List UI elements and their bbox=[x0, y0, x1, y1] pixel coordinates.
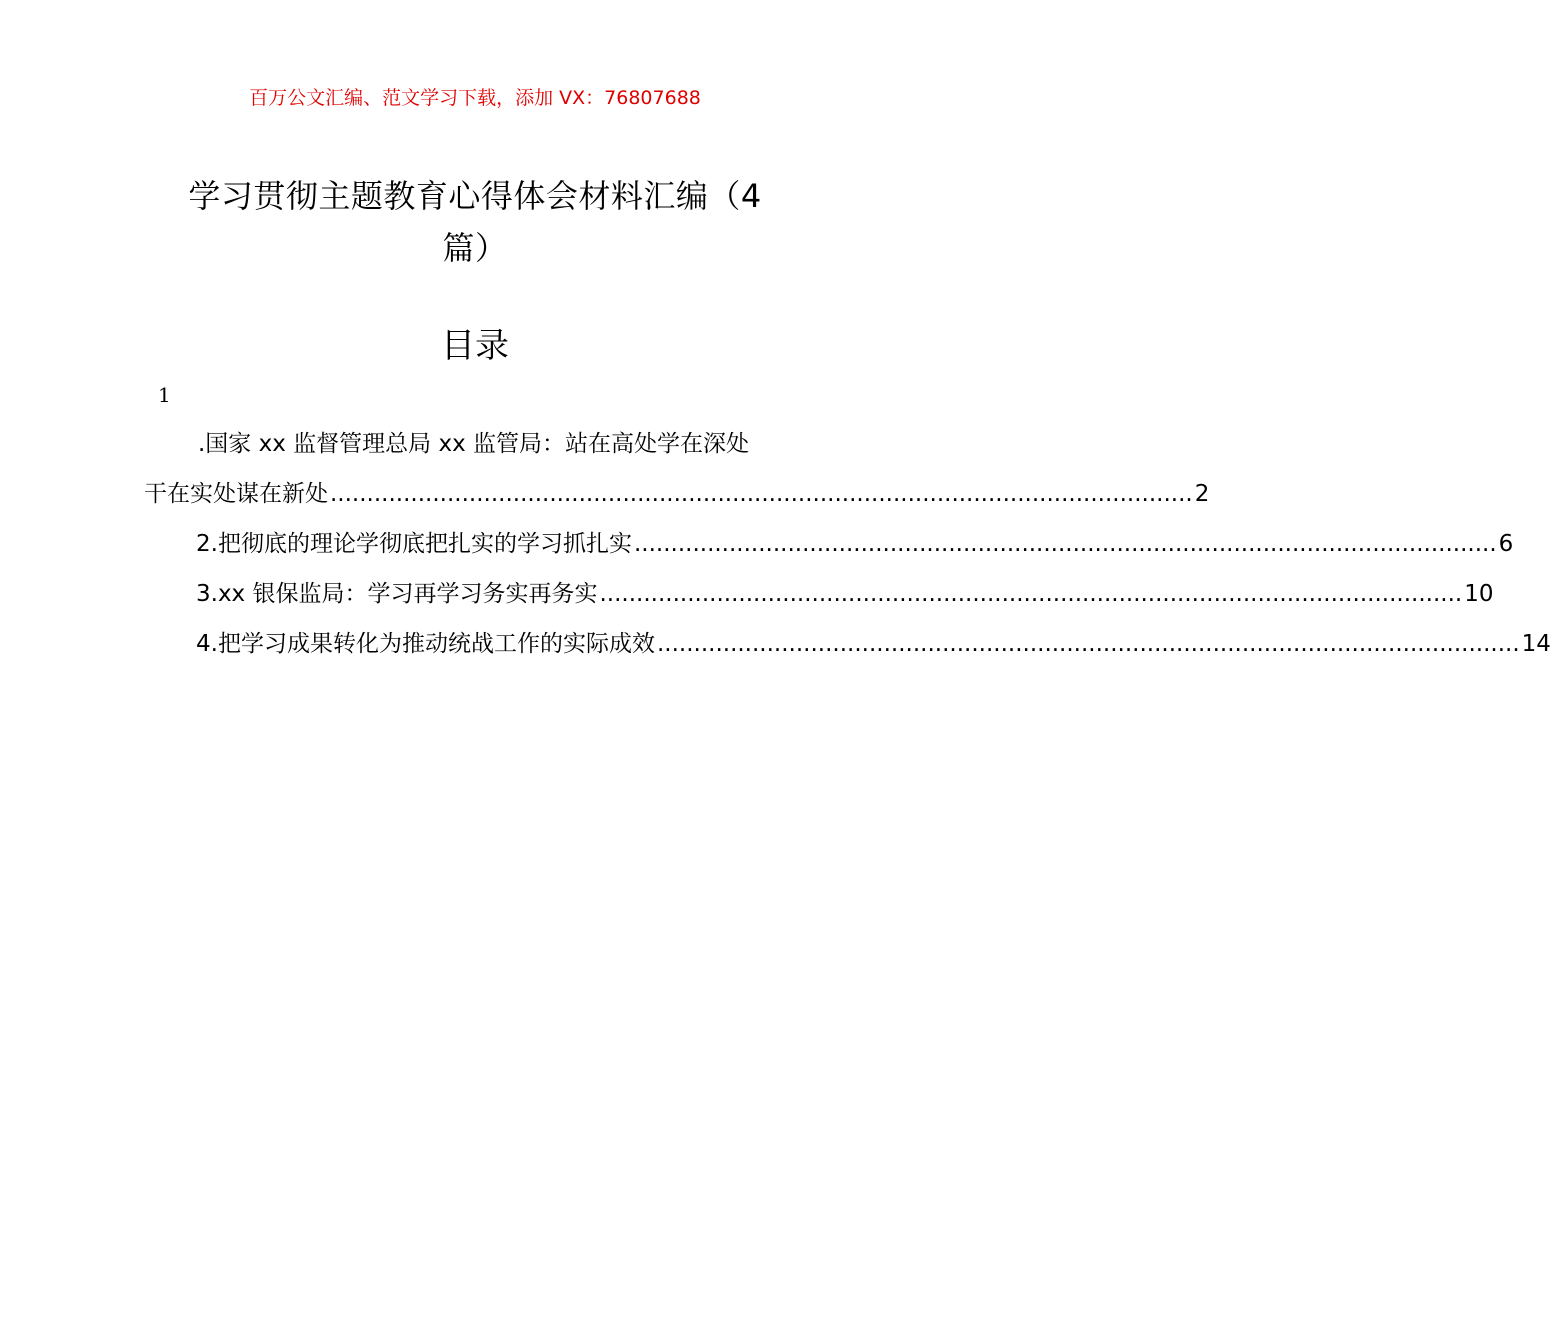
toc-entry-3-page: 10 bbox=[1464, 581, 1494, 607]
toc-entry-4-page: 14 bbox=[1521, 631, 1551, 657]
document-title-line-2: 篇） bbox=[442, 229, 508, 267]
toc-entry-1-line-1 bbox=[144, 426, 806, 462]
toc-leader-dots: ...................................................................................................................... bbox=[599, 581, 1463, 607]
toc-entry-1-line-2[interactable] bbox=[144, 476, 1210, 512]
toc-leader-dots: ...................................................................................................................... bbox=[633, 531, 1497, 557]
toc-entry-3-text: 3.xx 银保监局：学习再学习务实再务实 bbox=[196, 581, 598, 607]
toc-entry-3[interactable] bbox=[144, 576, 1494, 612]
toc-entry-1-text-line-2: 干在实处谋在新处 bbox=[144, 481, 328, 507]
toc-entry-1-number: 1 bbox=[158, 383, 171, 407]
toc-entry-2-page: 6 bbox=[1498, 531, 1514, 557]
header-note: 百万公文汇编、范文学习下载，添加 VX：76807688 bbox=[249, 87, 701, 109]
toc-entry-2-text: 2.把彻底的理论学彻底把扎实的学习抓扎实 bbox=[196, 531, 632, 557]
toc-entry-4[interactable] bbox=[144, 626, 1551, 662]
document-title bbox=[150, 170, 800, 274]
toc-leader-dots: ...................................................................................................................... bbox=[330, 481, 1193, 507]
toc-heading: 目录 bbox=[441, 326, 509, 366]
toc-entry-1-text-line-1: .国家 xx 监督管理总局 xx 监管局：站在高处学在深处 bbox=[198, 431, 750, 457]
toc-entry-4-text: 4.把学习成果转化为推动统战工作的实际成效 bbox=[196, 631, 655, 657]
toc-entry-1-page: 2 bbox=[1194, 481, 1210, 507]
toc-entry-2[interactable] bbox=[144, 526, 1514, 562]
document-title-line-1: 学习贯彻主题教育心得体会材料汇编（4 bbox=[188, 177, 762, 215]
toc-leader-dots: ...................................................................................................................... bbox=[656, 631, 1520, 657]
